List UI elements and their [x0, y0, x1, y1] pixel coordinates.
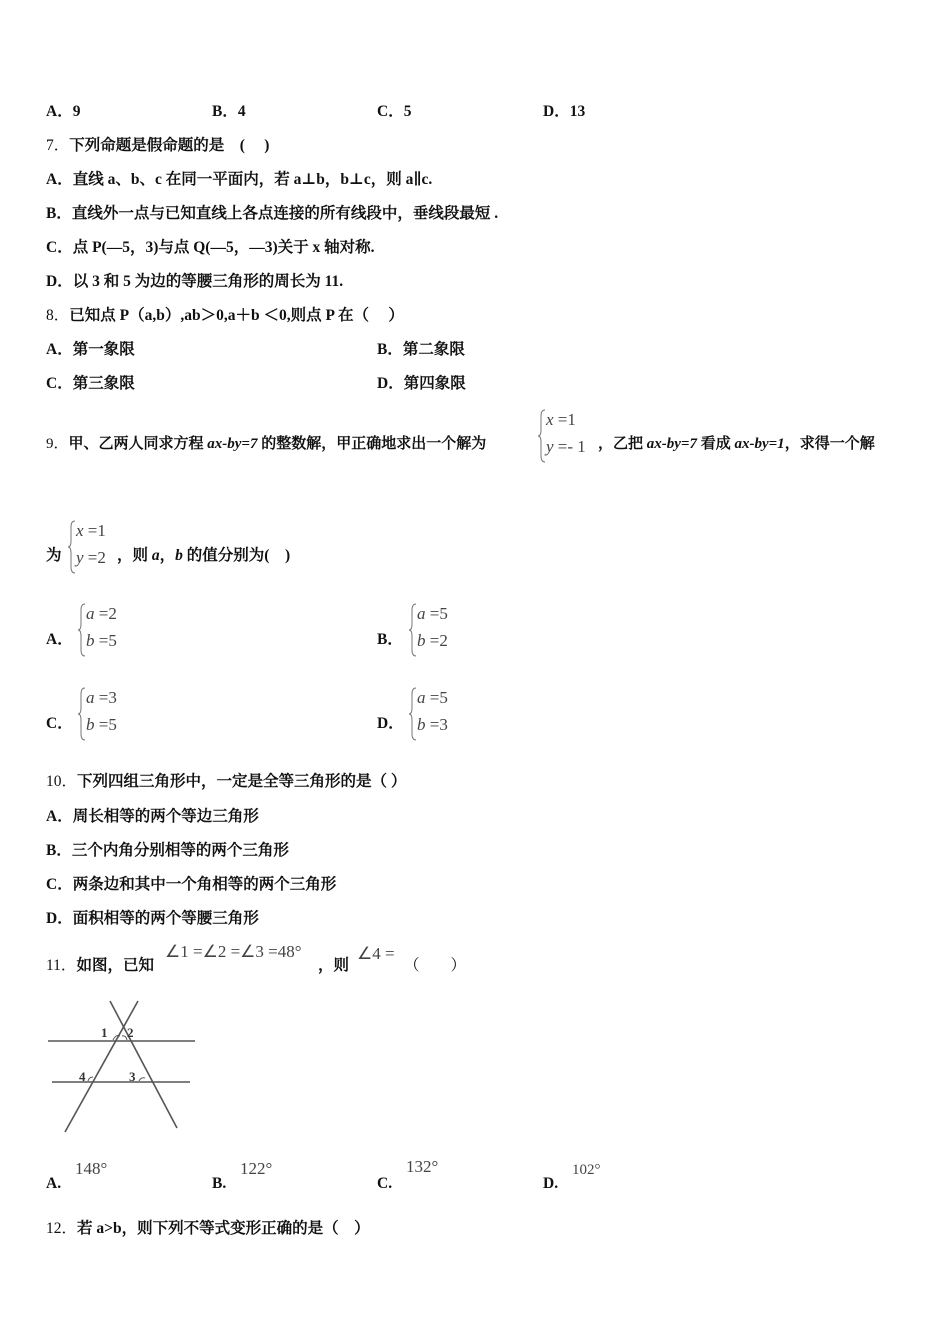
q7-option-b: B．直线外一点与已知直线上各点连接的所有线段中，垂线段最短 .	[46, 205, 499, 222]
q11-stem: 11．如图，已知	[46, 957, 154, 974]
q7-option-c: C．点 P(—5，3)与点 Q(—5，—3)关于 x 轴对称.	[46, 239, 375, 256]
q11-stem-then: ，则	[318, 957, 350, 974]
q9-solution-2: x =1 y =2	[67, 519, 137, 575]
q9-option-b-label: B．	[377, 631, 403, 648]
q9-option-b-system: a =5 b =2	[408, 602, 478, 658]
q9-stem-wei: 为	[46, 547, 62, 564]
q11-option-d-label: D.	[543, 1175, 559, 1192]
q8-option-c: C．第三象限	[46, 375, 135, 392]
q9-stem-line1: 9．甲、乙两人同求方程 ax-by=7 的整数解，甲正确地求出一个解为	[46, 436, 487, 452]
q10-option-a: A．周长相等的两个等边三角形	[46, 808, 259, 825]
q11-option-c-value: 132°	[406, 1157, 439, 1176]
q9-stem-line1-cont: ，乙把 ax-by=7 看成 ax-by=1，求得一个解	[598, 436, 875, 452]
q9-option-d-label: D．	[377, 715, 404, 732]
q11-target-formula: ∠4 =	[357, 944, 395, 963]
q9-option-c-label: C．	[46, 715, 73, 732]
fig-label-1: 1	[101, 1025, 108, 1040]
q10-option-c: C．两条边和其中一个角相等的两个三角形	[46, 876, 337, 893]
fig-label-2: 2	[127, 1025, 134, 1040]
q11-option-a-label: A.	[46, 1175, 62, 1192]
q8-option-d: D．第四象限	[377, 375, 466, 392]
q10-stem: 10．下列四组三角形中，一定是全等三角形的是（ ）	[46, 773, 407, 790]
q6-option-c: C．5	[377, 103, 412, 120]
q10-option-d: D．面积相等的两个等腰三角形	[46, 910, 259, 927]
q11-answer-blank: （ ）	[404, 957, 467, 974]
q9-option-c-system: a =3 b =5	[77, 686, 147, 742]
q11-option-a-value: 148°	[75, 1159, 108, 1178]
q8-option-b: B．第二象限	[377, 341, 465, 358]
fig-label-3: 3	[129, 1069, 136, 1084]
q7-stem: 7．下列命题是假命题的是 ( )	[46, 137, 270, 154]
q6-option-a: A．9	[46, 103, 81, 120]
fig-label-4: 4	[79, 1069, 86, 1084]
q7-option-d: D．以 3 和 5 为边的等腰三角形的周长为 11.	[46, 273, 344, 290]
q7-option-a: A．直线 a、b、c 在同一平面内，若 a⊥b，b⊥c，则 a∥c.	[46, 171, 433, 188]
transversal-right	[110, 1001, 177, 1128]
q9-option-a-label: A．	[46, 631, 73, 648]
q11-figure	[40, 995, 210, 1140]
q10-option-b: B．三个内角分别相等的两个三角形	[46, 842, 289, 859]
q8-stem: 8．已知点 P（a,b）,ab＞0,a＋b ＜0,则点 P 在（ ）	[46, 307, 404, 324]
q11-option-b-value: 122°	[240, 1159, 273, 1178]
q9-stem-line2: ，则 a，b 的值分别为( )	[117, 547, 291, 564]
transversal-left	[65, 1001, 138, 1132]
q11-given-formula: ∠1 =∠2 =∠3 =48°	[165, 942, 302, 961]
q9-option-a-system: a =2 b =5	[77, 602, 147, 658]
q6-option-d: D．13	[543, 103, 586, 120]
q11-option-b-label: B.	[212, 1175, 227, 1192]
q9-option-d-system: a =5 b =3	[408, 686, 478, 742]
q11-option-c-label: C.	[377, 1175, 393, 1192]
q9-solution-1: x =1 y =- 1	[537, 408, 607, 464]
q12-stem: 12．若 a>b，则下列不等式变形正确的是（ ）	[46, 1220, 370, 1237]
q8-option-a: A．第一象限	[46, 341, 135, 358]
q6-option-b: B．4	[212, 103, 246, 120]
q11-option-d-value: 102°	[572, 1162, 601, 1178]
